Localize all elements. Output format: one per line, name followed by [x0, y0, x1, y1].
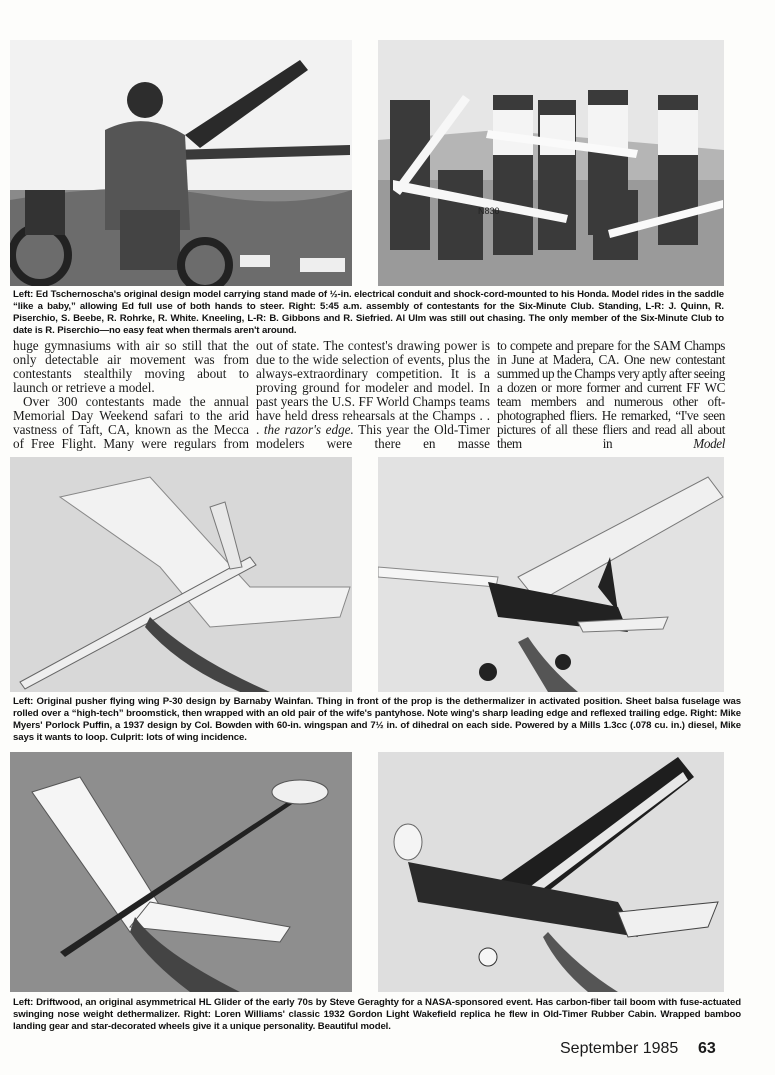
article-column-1	[13, 339, 249, 451]
article-paragraph: Over 300 contestants made the annual Memorial Day Weekend safari to the arid vastness of Taft, CA, known as the Mecca of Free Flight. Many were regulars from	[13, 394, 249, 451]
article-italic-text: Model	[693, 436, 725, 451]
article-text: This year the Old-Timer modelers were there en masse	[256, 422, 491, 451]
article-text: to compete and prepare for the SAM Champs in June at Madera, CA. One new contestant summed up the Champs very aptly after seeing a dozen or more former and current FF WC team members and numerous other oft-photographed fliers. He remarked, “I've seen pictures of all these fliers and read all about them in	[497, 338, 725, 451]
article-paragraph: huge gymnasiums with air so still that the only detectable air movement was from contestants stealthily moving about to launch or retrieve a model.	[13, 338, 249, 395]
caption-top-photos: Left: Ed Tschernoscha's original design model carrying stand made of ½-in. electrical conduit and shock-cord-mounted to his Honda. Model rides in the saddle “like a baby,” allowing Ed full use of both hands to steer. Right: 5:45 a.m. assembly of contestants for the Six-Minute Club. Standing, L-R: J. Quinn, R. Piserchio, S. Beebe, R. Rohrke, R. White. Kneeling, L-R: B. Gibbons and R. Siefried. Al Ulm was still out chasing. The only member of the Six-Minute Club to date is R. Piserchio—no easy feat when thermals aren't around.	[13, 289, 724, 336]
article-paragraph	[497, 339, 725, 451]
article-paragraph	[256, 339, 490, 451]
photo-six-minute-club-group	[378, 40, 724, 286]
page-number: 63	[698, 1040, 716, 1057]
photo-pusher-flying-wing	[10, 457, 352, 692]
photo-gordon-light-wakefield	[378, 752, 724, 992]
article-column-3	[497, 339, 725, 451]
article-text: out of state. The contest's drawing power is due to the wide selection of events, plus the always-extraordinary competition. It is a proving ground for modeler and model. In past years the U.S. FF World Champs teams have held dress rehearsals at the Champs . . .	[256, 338, 490, 437]
photo-porlock-puffin	[378, 457, 724, 692]
plane-registration-text: N830	[478, 206, 500, 216]
article-italic-text: the razor's edge.	[263, 422, 354, 437]
photo-driftwood-hl-glider	[10, 752, 352, 992]
issue-date: September 1985	[560, 1040, 679, 1057]
caption-middle-photos: Left: Original pusher flying wing P-30 design by Barnaby Wainfan. Thing in front of the prop is the dethermalizer in activated position. Sheet balsa fuselage was rolled over a “high-tech” broomstick, then wrapped with an old pair of the wife's pantyhose. Note wing's sharp leading edge and reflexed trailing edge. Right: Mike Myers' Porlock Puffin, a 1937 design by Col. Bowden with 60-in. wingspan and 7½ in. of dihedral on each side. Powered by a Mills 1.3cc (.078 cu. in.) diesel, Mike says it wants to loop. Culprit: lots of wing incidence.	[13, 696, 741, 743]
photo-motorcycle-model-carrier	[10, 40, 352, 286]
caption-bottom-photos: Left: Driftwood, an original asymmetrical HL Glider of the early 70s by Steve Geraghty for a NASA-sponsored event. Has carbon-fiber tail boom with fuse-actuated swinging nose weight dethermalizer. Right: Loren Williams' classic 1932 Gordon Light Wakefield replica he flew in Old-Timer Rubber Cabin. Wrapped bamboo landing gear and star-decorated wheels give it a unique personality. Beautiful model.	[13, 997, 741, 1032]
article-column-2	[256, 339, 490, 451]
